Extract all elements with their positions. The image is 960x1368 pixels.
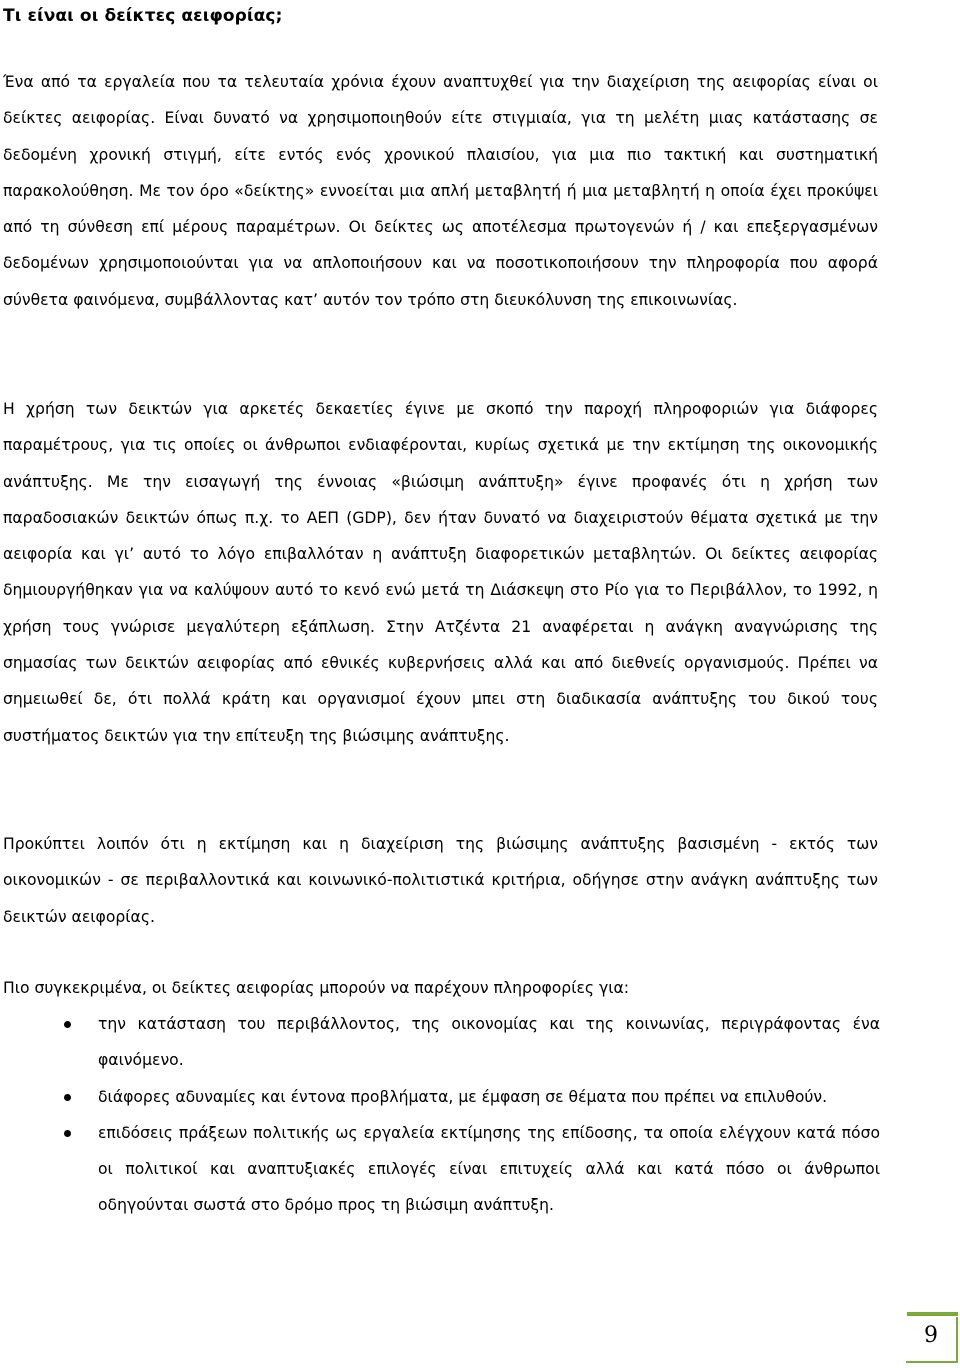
bullet-icon	[64, 1130, 71, 1137]
page-number: 9	[924, 1323, 938, 1348]
list-item-text: διάφορες αδυναμίες και έντονα προβλήματα, με έμφαση σε θέματα που πρέπει να επιλυθούν.	[98, 1087, 828, 1106]
list-item-text: την κατάσταση του περιβάλλοντος, της οικονομίας και της κοινωνίας, περιγράφοντας ένα φαινόμενο.	[98, 1015, 880, 1070]
paragraph-list-intro: Πιο συγκεκριμένα, οι δείκτες αειφορίας μπορούν να παρέχουν πληροφορίες για:	[3, 979, 630, 997]
list-item	[0, 1079, 880, 1115]
bullet-icon	[64, 1094, 71, 1101]
indicator-info-list	[0, 1006, 880, 1224]
section-heading: Τι είναι οι δείκτες αειφορίας;	[3, 6, 283, 26]
footer-accent-line	[907, 1312, 958, 1316]
list-item-text: επιδόσεις πράξεων πολιτικής ως εργαλεία εκτίμησης της επίδοσης, τα οποία ελέγχουν κατά πόσο οι πολιτικοί και αναπτυξιακές επιλογές είναι επιτυχείς αλλά και κατά πόσο οι άνθρωποι οδηγούνται σωστά στο δρόμο προς τη βιώσιμη ανάπτυξη.	[98, 1123, 880, 1215]
paragraph-definition: Ένα από τα εργαλεία που τα τελευταία χρόνια έχουν αναπτυχθεί για την διαχείριση της αειφορίας είναι οι δείκτες αειφορίας. Είναι δυνατό να χρησιμοποιηθούν είτε στιγμιαία, για τη μελέτη μιας κατάστασης σε δεδομένη χρονική στιγμή, είτε εντός ενός χρονικού πλαισίου, για μια πιο τακτική και συστηματική παρακολούθηση. Με τον όρο «δείκτης» εννοείται μια απλή μεταβλητή ή μια μεταβλητή η οποία έχει προκύψει από τη σύνθεση επί μέρους παραμέτρων. Οι δείκτες ως αποτέλεσμα πρωτογενών ή / και επεξεργασμένων δεδομένων χρησιμοποιούνται για να απλοποιήσουν και να ποσοτικοποιήσουν την πληροφορία που αφορά σύνθετα φαινόμενα, συμβάλλοντας κατ’ αυτόν τον τρόπο στη διευκόλυνση της επικοινωνίας.	[3, 73, 878, 309]
list-item	[0, 1006, 880, 1079]
paragraph-history: Η χρήση των δεικτών για αρκετές δεκαετίες έγινε με σκοπό την παροχή πληροφοριών για διάφορες παραμέτρους, για τις οποίες οι άνθρωποι ενδιαφέρονται, κυρίως σχετικά με την εκτίμηση της οικονομικής ανάπτυξης. Με την εισαγωγή της έννοιας «βιώσιμη ανάπτυξη» έγινε προφανές ότι η χρήση των παραδοσιακών δεικτών όπως π.χ. το ΑΕΠ (GDP), δεν ήταν δυνατό να διαχειριστούν θέματα σχετικά με την αειφορία και γι’ αυτό το λόγο επιβαλλόταν η ανάπτυξη διαφορετικών μεταβλητών. Οι δείκτες αειφορίας δημιουργήθηκαν για να καλύψουν αυτό το κενό ενώ μετά τη Διάσκεψη στο Ρίο για το Περιβάλλον, το 1992, η χρήση τους γνώρισε μεγαλύτερη εξάπλωση. Στην Ατζέντα 21 αναφέρεται η ανάγκη αναγνώρισης της σημασίας των δεικτών αειφορίας από εθνικές κυβερνήσεις αλλά και από διεθνείς οργανισμούς. Πρέπει να σημειωθεί δε, ότι πολλά κράτη και οργανισμοί έχουν μπει στη διαδικασία ανάπτυξης του δικού τους συστήματος δεικτών για την επίτευξη της βιώσιμης ανάπτυξης.	[3, 400, 878, 745]
bullet-icon	[64, 1021, 71, 1028]
list-item	[0, 1115, 880, 1224]
paragraph-conclusion: Προκύπτει λοιπόν ότι η εκτίμηση και η διαχείριση της βιώσιμης ανάπτυξης βασισμένη - εκτός των οικονομικών - σε περιβαλλοντικά και κοινωνικό-πολιτιστικά κριτήρια, οδήγησε στην ανάγκη ανάπτυξης των δεικτών αειφορίας.	[3, 835, 878, 926]
page-number-box	[906, 1317, 958, 1363]
